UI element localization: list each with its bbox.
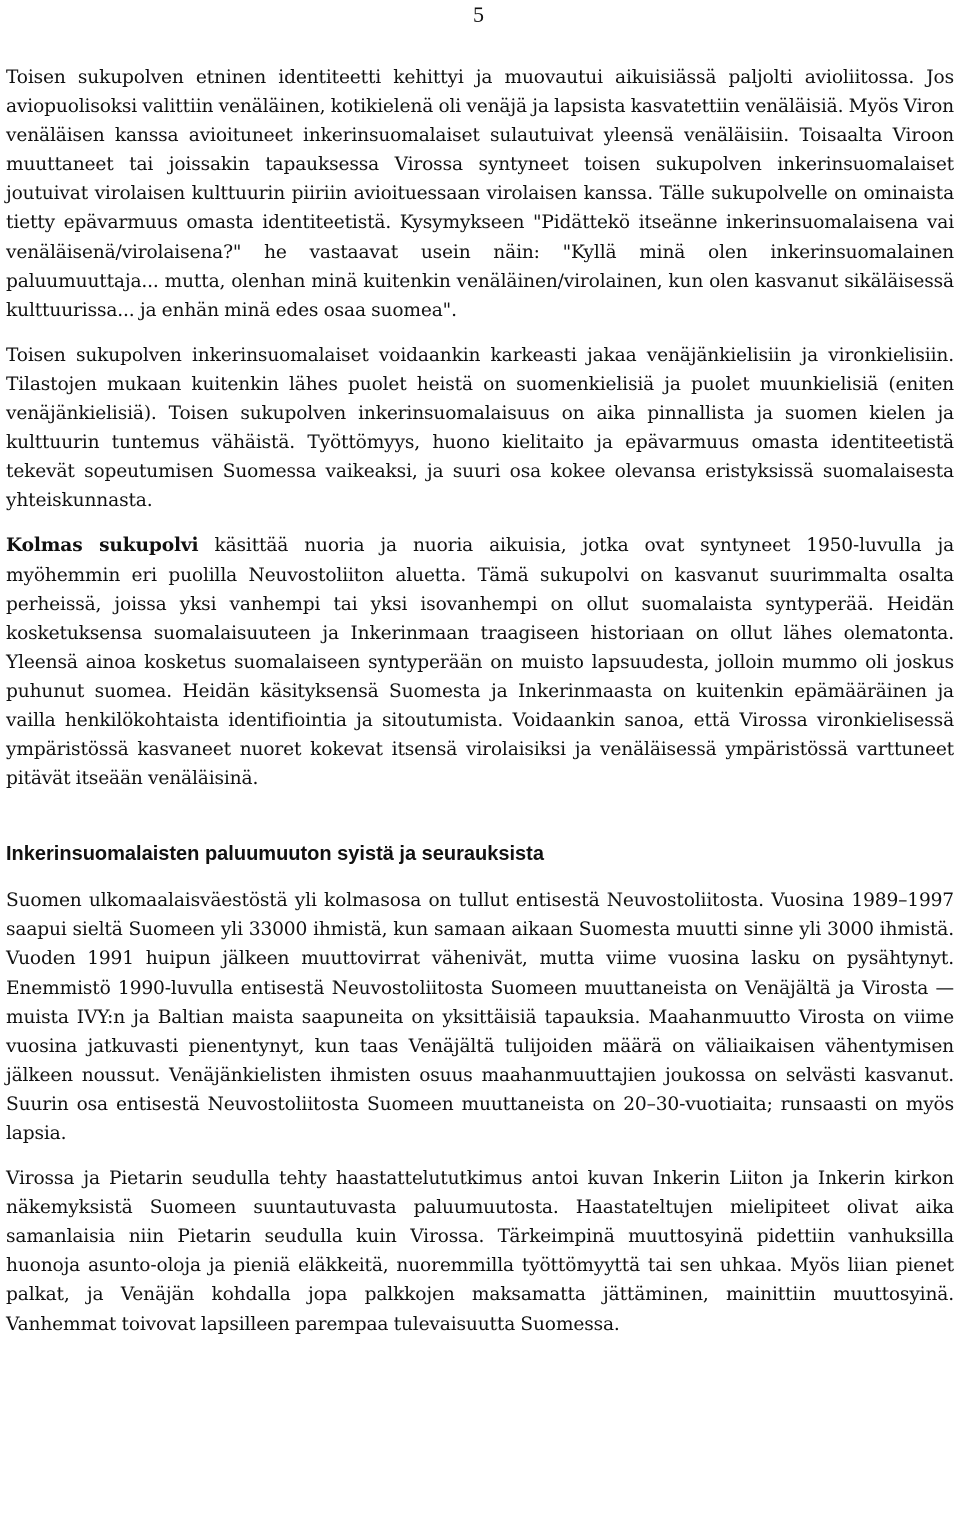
third-generation-lead: Kolmas sukupolvi <box>6 535 199 557</box>
third-generation-text: käsittää nuoria ja nuoria aikuisia, jotka ovat syntyneet 1950-luvulla ja myöhemmin eri puolilla Neuvostoliiton aluetta. Tämä sukupolvi on kasvanut suurimmalta osalta perheissä, joissa yksi vanhempi tai yksi isovanhempi on ollut suomalaista syntyperää. Heidän kosketuksensa suomalaisuuteen ja Inkerinmaan traagiseen historiaan on ollut lähes olematonta. Yleensä ainoa kosketus suomalaiseen syntyperään on muisto lapsuudesta, jolloin mummo oli joskus puhunut suomea. Heidän käsityksensä Suomesta ja Inkerinmaasta on kuitenkin epämääräinen ja vailla henkilökohtaista identifiointia ja sitoutumista. Voidaankin sanoa, että Virossa vironkielisessä ympäristössä kasvaneet nuoret kokevat itsensä virolaisiksi ja venäläisessä ympäristössä varttuneet pitävät itseään venäläisinä. <box>6 535 955 790</box>
section-heading: Inkerinsuomalaisten paluumuuton syistä ja seurauksista <box>6 843 544 866</box>
paragraph-third-generation <box>6 531 954 793</box>
paragraph-interview-study: Virossa ja Pietarin seudulla tehty haastattelututkimus antoi kuvan Inkerin Liiton ja Inkerin kirkon näkemyksistä Suomeen suuntautuvasta paluumuutosta. Haastateltujen mielipiteet olivat aika samanlaisia niin Pietarin seudulla kuin Virossa. Tärkeimpinä muuttosyinä pidettiin vanhuksilla huonoja asunto-oloja ja pieniä eläkkeitä, nuoremmilla työttömyyttä tai sen uhkaa. Myös liian pienet palkat, ja Venäjän kohdalla jopa palkkojen maksamatta jättäminen, mainittiin muuttosyinä. Vanhemmat toivovat lapsilleen parempaa tulevaisuutta Suomessa. <box>6 1168 954 1335</box>
paragraph-immigration-statistics: Suomen ulkomaalaisväestöstä yli kolmasosa on tullut entisestä Neuvostoliitosta. Vuosina 1989–1997 saapui sieltä Suomeen yli 33000 ihmistä, kun samaan aikaan Suomesta muutti sinne yli 3000 ihmistä. Vuoden 1991 huipun jälkeen muuttovirrat vähenivät, mutta viime vuosina lasku on pysähtynyt. Enemmistö 1990-luvulla entisestä Neuvostoliitosta Suomeen muuttaneista on Venäjältä ja Virosta — muista IVY:n ja Baltian maista saapuneita on yksittäisiä tapauksia. Maahanmuutto Virosta on viime vuosina jatkuvasti pienentynyt, kun taas Venäjältä tulijoiden määrä on väliaikaisen vähentymisen jälkeen noussut. Venäjänkielisten ihmisten osuus maahanmuuttajien joukossa on selvästi kasvanut. Suurin osa entisestä Neuvostoliitosta Suomeen muuttaneista on 20–30-vuotiaita; runsaasti on myös lapsia. <box>6 890 954 1144</box>
page-number: 5 <box>473 2 484 27</box>
paragraph-second-generation-languages: Toisen sukupolven inkerinsuomalaiset voidaankin karkeasti jakaa venäjänkielisiin ja vironkielisiin. Tilastojen mukaan kuitenkin lähes puolet heistä on suomenkielisiä ja puolet muunkielisiä (eniten venäjänkielisiä). Toisen sukupolven inkerinsuomalaisuus on aika pinnallista ja suomen kielen ja kulttuurin tuntemus vähäistä. Työttömyys, huono kielitaito ja epävarmuus omasta identiteetistä tekevät sopeutumisen Suomessa vaikeaksi, ja suuri osa kokee olevansa eristyksissä suomalaisesta yhteiskunnasta. <box>6 344 954 512</box>
paragraph-second-generation-identity: Toisen sukupolven etninen identiteetti kehittyi ja muovautui aikuisiässä paljolti avioliitossa. Jos aviopuolisoksi valittiin venäläinen, kotikielenä oli venäjä ja lapsista kasvatettiin venäläisiä. Myös Viron venäläisen kanssa avioituneet inkerinsuomalaiset sulautuivat yleensä venäläisiin. Toisaalta Viroon muuttaneet tai joissakin tapauksessa Virossa syntyneet toisen sukupolven inkerinsuomalaiset joutuivat virolaisen kulttuurin piiriin avioituessaan virolaisen kanssa. Tälle sukupolvelle on ominaista tietty epävarmuus omasta identiteetistä. Kysymykseen "Pidättekö itseänne inkerinsuomalaisena vai venäläisenä/virolaisena?" he vastaavat usein näin: "Kyllä minä olen inkerinsuomalainen paluumuuttaja... mutta, olenhan minä kuitenkin venäläinen/virolainen, kun olen kasvanut sikäläisessä kulttuurissa... ja enhän minä edes osaa suomea". <box>6 67 954 321</box>
